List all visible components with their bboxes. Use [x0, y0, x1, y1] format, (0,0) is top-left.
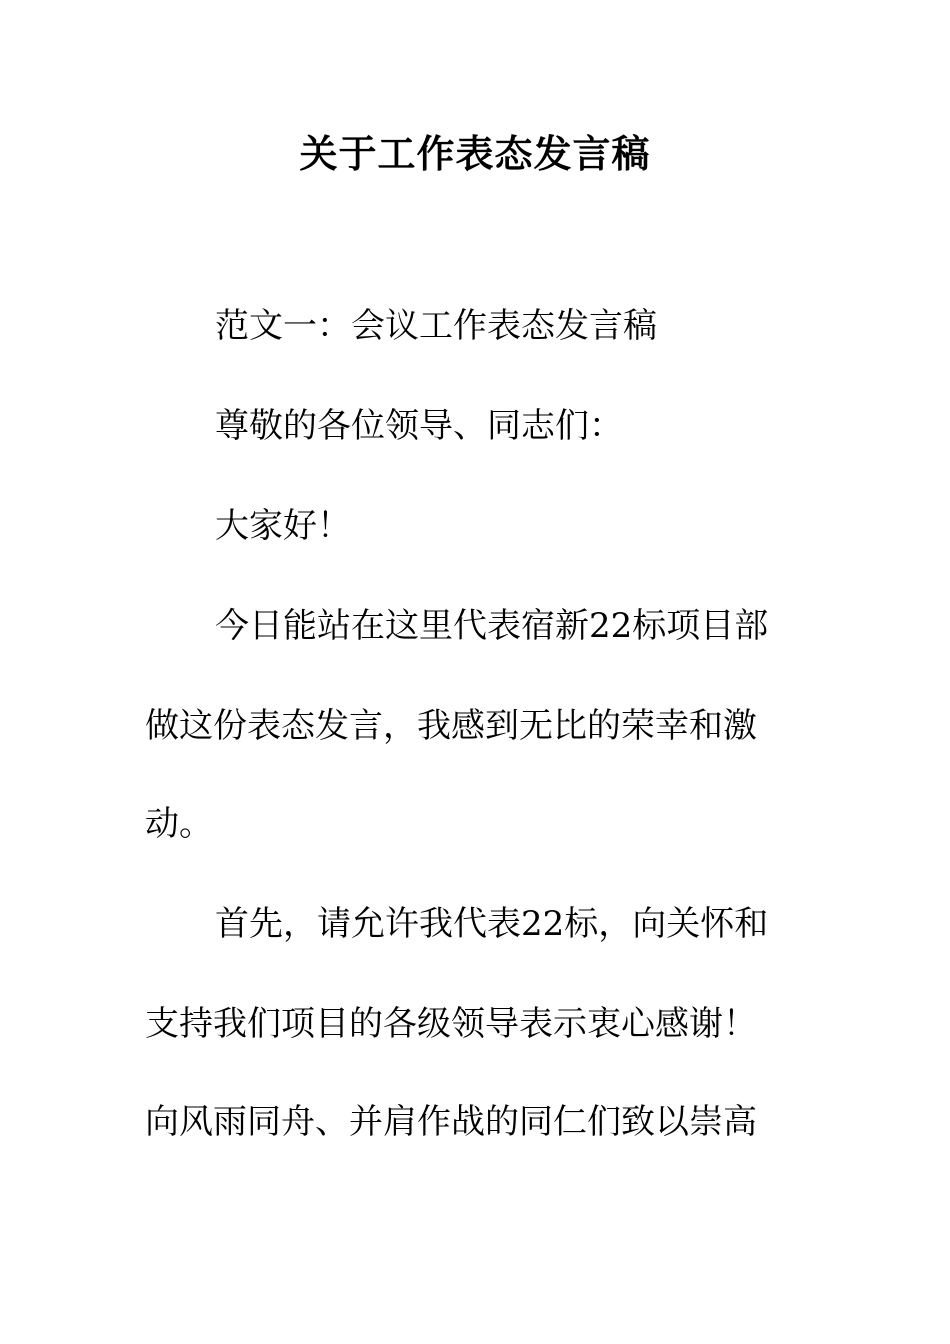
paragraph-line: 首先，请允许我代表22标，向关怀和 [215, 904, 769, 944]
paragraph-line: 动。 [145, 804, 213, 844]
paragraph-line: 尊敬的各位领导、同志们： [215, 406, 623, 446]
paragraph-line: 支持我们项目的各级领导表示衷心感谢！ [145, 1004, 757, 1044]
paragraph-line: 做这份表态发言，我感到无比的荣幸和激 [145, 706, 757, 746]
document-title: 关于工作表态发言稿 [299, 132, 651, 176]
paragraph-line: 向风雨同舟、并肩作战的同仁们致以崇高 [145, 1102, 757, 1142]
paragraph-line: 范文一：会议工作表态发言稿 [215, 306, 657, 346]
paragraph-line: 大家好！ [215, 506, 351, 546]
paragraph-line: 今日能站在这里代表宿新22标项目部 [215, 606, 769, 646]
